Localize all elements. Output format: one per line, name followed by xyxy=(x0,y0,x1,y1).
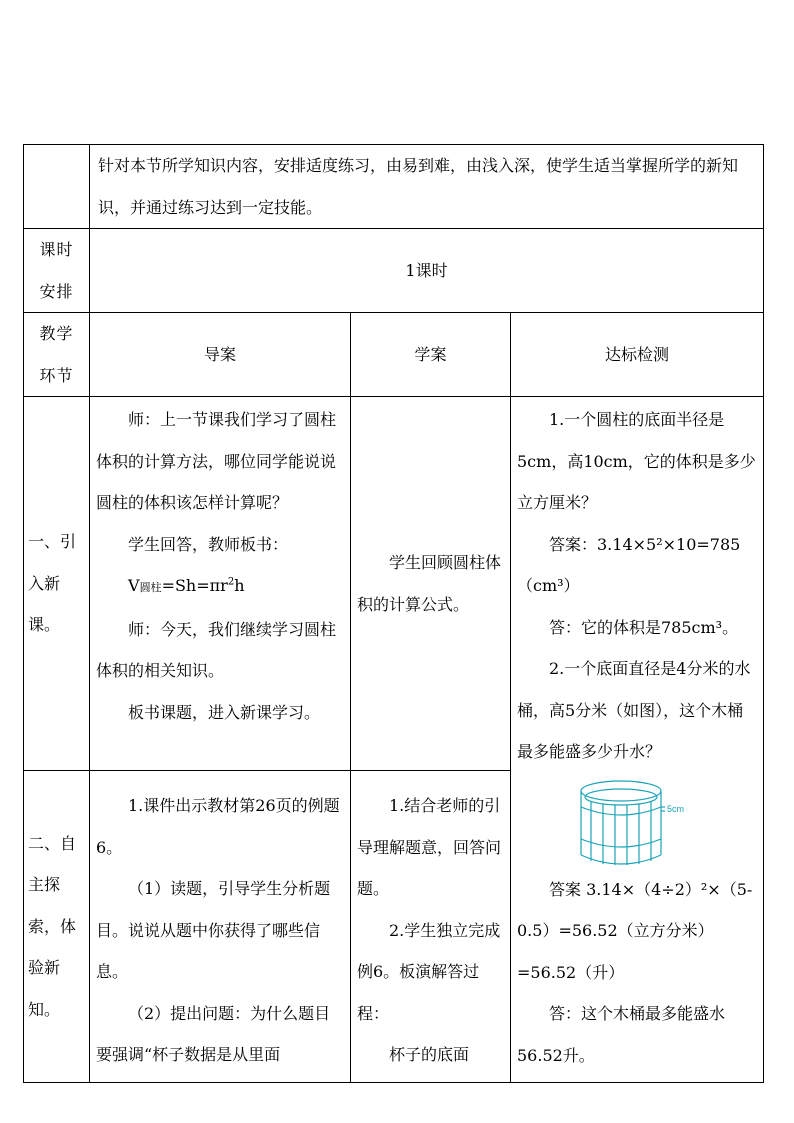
formula-sub: 圆柱 xyxy=(139,581,162,594)
schedule-label-line1: 课时 xyxy=(39,240,74,259)
section2-label-cell xyxy=(24,771,90,1083)
check-cell xyxy=(511,397,764,1083)
check-a1-answer: 答：它的体积是785cm³。 xyxy=(549,617,739,637)
section1-guide-p2: 学生回答，教师板书： xyxy=(128,534,289,554)
section2-guide-p1: 1.课件出示教材第26页的例题6。 xyxy=(96,796,340,857)
section1-guide-p1: 师：上一节课我们学习了圆柱体积的计算方法，哪位同学能说说圆柱的体积该怎样计算呢？ xyxy=(96,410,337,512)
section2-guide-p2: （1）读题，引导学生分析题目。说说从题中你获得了哪些信息。 xyxy=(96,879,331,981)
header-row xyxy=(24,313,764,397)
check-q2: 2.一个底面直径是4分米的水桶，高5分米（如图），这个木桶最多能盛多少升水？ xyxy=(517,659,751,761)
check-a1-calc: 答案：3.14×5²×10=785（cm³） xyxy=(517,534,741,595)
header-study: 学案 xyxy=(351,313,511,397)
section1-study-cell xyxy=(351,397,511,771)
section1-label-cell xyxy=(24,397,90,771)
section1-study: 学生回顾圆柱体积的计算公式。 xyxy=(357,553,502,614)
bucket-figure xyxy=(575,777,695,869)
objective-text: 针对本节所学知识内容，安排适度练习，由易到难，由浅入深，使学生适当掌握所学的新知识，并通过练习达到一定技能。 xyxy=(98,156,739,217)
formula-v: V xyxy=(128,576,140,595)
check-q1: 1.一个圆柱的底面半径是5cm，高10cm，它的体积是多少立方厘米？ xyxy=(517,410,756,512)
lesson-plan-table xyxy=(23,144,764,1083)
schedule-label-line2: 安排 xyxy=(39,281,74,301)
header-label-line1: 教学 xyxy=(39,324,74,343)
header-label xyxy=(24,313,90,397)
header-check: 达标检测 xyxy=(511,313,764,397)
formula-end: h xyxy=(234,576,245,595)
formula-sup: 2 xyxy=(227,576,235,588)
objective-cell xyxy=(90,145,764,229)
section1-row xyxy=(24,397,764,771)
section1-label: 一、引入新课。 xyxy=(28,532,77,635)
check-a2-calc: 答案 3.14×（4÷2）²×（5-0.5）=56.52（立方分米）=56.52（升） xyxy=(517,879,753,982)
section1-guide-p3: 师：今天，我们继续学习圆柱体积的相关知识。 xyxy=(96,619,337,680)
schedule-label xyxy=(24,229,90,313)
section2-study-p1: 1.结合老师的引导理解题意，回答问题。 xyxy=(357,796,502,898)
section1-formula xyxy=(90,565,350,609)
objective-label-cell xyxy=(24,145,90,229)
bucket-figure-label: 5cm xyxy=(667,803,685,814)
section1-guide-cell xyxy=(90,397,351,771)
header-guide: 导案 xyxy=(90,313,351,397)
section2-guide-p3: （2）提出问题：为什么题目要强调“杯子数据是从里面 xyxy=(96,1003,331,1064)
section1-guide-p4: 板书课题，进入新课学习。 xyxy=(128,702,321,722)
section2-guide-cell xyxy=(90,771,351,1083)
check-a2-answer: 答：这个木桶最多能盛水56.52升。 xyxy=(517,1004,726,1065)
header-label-line2: 环节 xyxy=(39,365,74,385)
section2-study-p3: 杯子的底面 xyxy=(389,1045,470,1064)
section2-study-p2: 2.学生独立完成例6。板演解答过程： xyxy=(357,920,501,1023)
formula-rest: =Sh=πr xyxy=(161,576,228,595)
section2-study-cell xyxy=(351,771,511,1083)
section2-label: 二、自主探索，体验新知。 xyxy=(28,833,77,1019)
schedule-row xyxy=(24,229,764,313)
schedule-value: 1课时 xyxy=(90,229,764,313)
objective-row xyxy=(24,145,764,229)
